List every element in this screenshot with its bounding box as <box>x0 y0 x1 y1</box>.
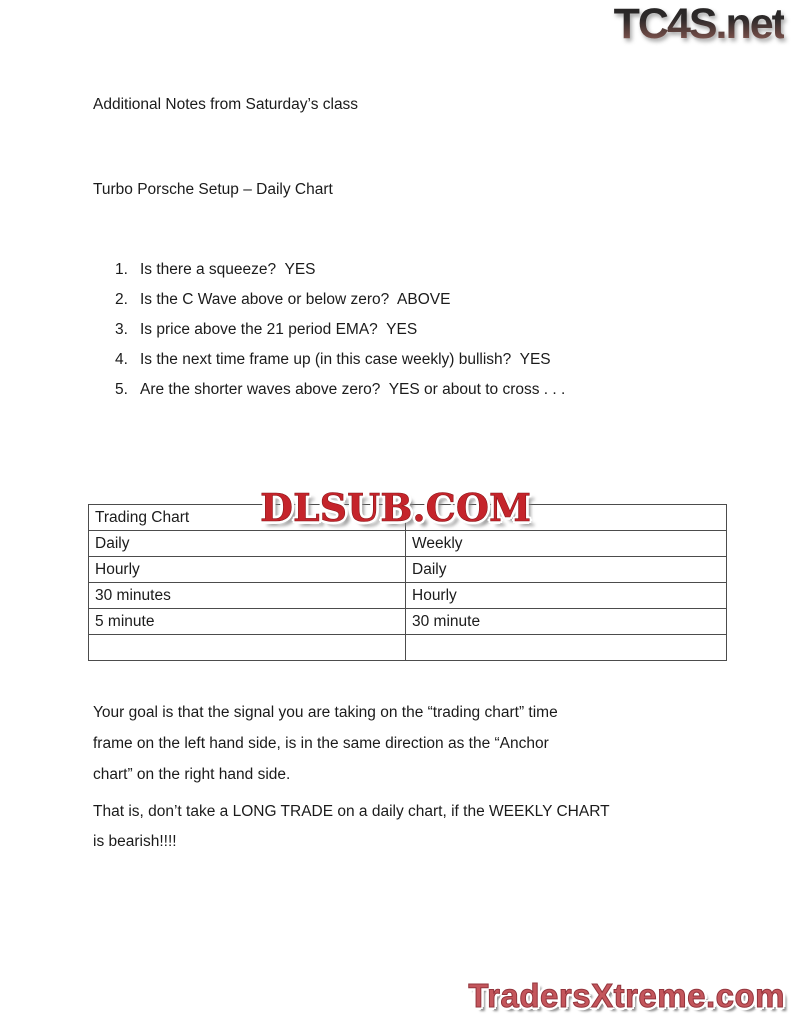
notes-heading: Additional Notes from Saturday’s class <box>93 96 359 113</box>
setup-title: Turbo Porsche Setup – Daily Chart <box>93 181 333 198</box>
item-number: 4. <box>115 351 128 368</box>
setup-checklist <box>115 255 565 405</box>
table-row <box>89 531 727 557</box>
table-row <box>89 557 727 583</box>
tc4s-logo-text: TC4S.net <box>613 0 784 48</box>
table-cell: Hourly <box>89 557 406 583</box>
table-cell: Hourly <box>406 583 727 609</box>
item-number: 2. <box>115 291 128 308</box>
table-row <box>89 609 727 635</box>
paragraph-line: chart” on the right hand side. <box>93 766 291 783</box>
item-text: Is price above the 21 period EMA? YES <box>140 321 418 338</box>
goal-paragraph <box>93 697 713 790</box>
warning-paragraph <box>93 797 733 857</box>
paragraph-line: Your goal is that the signal you are taking on the “trading chart” time <box>93 704 558 721</box>
table-row <box>89 635 727 661</box>
item-number: 5. <box>115 381 128 398</box>
item-text: Is the C Wave above or below zero? ABOVE <box>140 291 451 308</box>
tradersxtreme-logo: TradersXtreme.com <box>468 977 785 1014</box>
table-cell: 30 minutes <box>89 583 406 609</box>
table-cell: 5 minute <box>89 609 406 635</box>
table-cell: Weekly <box>406 531 727 557</box>
table-row <box>89 583 727 609</box>
table-cell: Daily <box>406 557 727 583</box>
item-text: Is the next time frame up (in this case weekly) bullish? YES <box>140 351 551 368</box>
paragraph-line: is bearish!!!! <box>93 833 177 850</box>
checklist-item <box>115 285 565 315</box>
checklist-item <box>115 375 565 405</box>
item-text: Is there a squeeze? YES <box>140 261 316 278</box>
table-cell: Daily <box>89 531 406 557</box>
item-number: 1. <box>115 261 128 278</box>
checklist-item <box>115 345 565 375</box>
checklist-item <box>115 315 565 345</box>
table-cell <box>89 635 406 661</box>
paragraph-line: frame on the left hand side, is in the same direction as the “Anchor <box>93 735 549 752</box>
table-cell: Trading Chart <box>89 505 406 531</box>
checklist-item <box>115 255 565 285</box>
dlsub-watermark: DLSUB.COM <box>259 485 532 530</box>
table-cell <box>406 635 727 661</box>
paragraph-line: That is, don’t take a LONG TRADE on a daily chart, if the WEEKLY CHART <box>93 803 610 820</box>
table-cell: 30 minute <box>406 609 727 635</box>
item-number: 3. <box>115 321 128 338</box>
tc4s-logo <box>614 1 784 47</box>
item-text: Are the shorter waves above zero? YES or about to cross . . . <box>140 381 566 398</box>
